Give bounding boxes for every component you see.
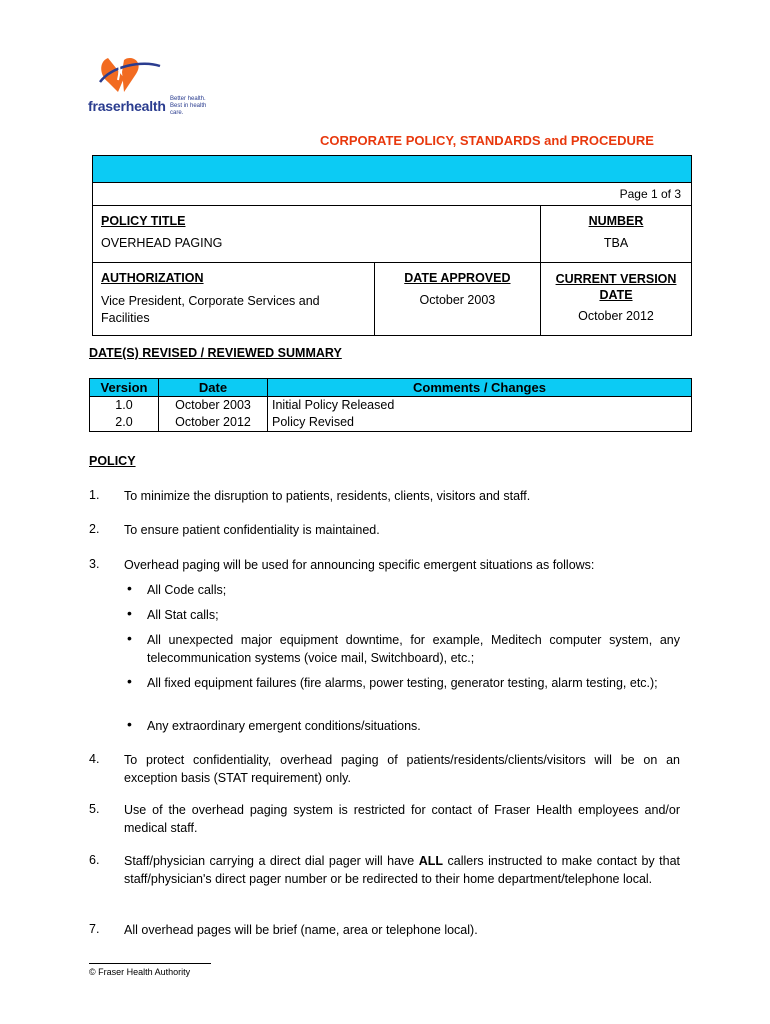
cell-comment: Policy Revised bbox=[268, 414, 692, 432]
col-comments: Comments / Changes bbox=[268, 379, 692, 397]
number-value: TBA bbox=[603, 236, 629, 250]
authorization-cell bbox=[93, 263, 375, 336]
policy-header-table bbox=[92, 155, 692, 336]
bullet-item: All Code calls; bbox=[147, 583, 227, 597]
policy-heading: POLICY bbox=[89, 454, 136, 468]
policy-item-1: To minimize the disruption to patients, residents, clients, visitors and staff. bbox=[124, 489, 531, 503]
policy-title-value: OVERHEAD PAGING bbox=[101, 236, 223, 250]
footer-copyright: © Fraser Health Authority bbox=[89, 967, 191, 977]
emphasis-all: ALL bbox=[418, 854, 444, 868]
policy-title-label: POLICY TITLE bbox=[101, 214, 186, 228]
policy-item-4: To protect confidentiality, overhead paging of patients/residents/clients/visitors will be on an exception basis (STAT requirement) only. bbox=[124, 753, 680, 785]
authorization-value: Vice President, Corporate Services and Facilities bbox=[101, 294, 320, 325]
page-number: Page 1 of 3 bbox=[93, 183, 692, 206]
cell-comment: Initial Policy Released bbox=[268, 397, 692, 415]
bullet-icon: • bbox=[127, 605, 132, 621]
item-number: 2. bbox=[89, 522, 100, 536]
date-approved-label: DATE APPROVED bbox=[404, 271, 511, 285]
revisions-table bbox=[89, 378, 692, 432]
logo-wordmark: fraserhealth bbox=[88, 98, 166, 114]
current-version-label: CURRENT VERSION DATE bbox=[555, 272, 677, 302]
item-number: 1. bbox=[89, 488, 100, 502]
item-number: 3. bbox=[89, 557, 100, 571]
bullet-icon: • bbox=[127, 673, 132, 689]
bullet-icon: • bbox=[127, 630, 132, 646]
policy-item-3: Overhead paging will be used for announcing specific emergent situations as follows: bbox=[124, 558, 595, 572]
date-approved-cell bbox=[374, 263, 540, 336]
item-number: 6. bbox=[89, 853, 100, 867]
item-number: 7. bbox=[89, 922, 100, 936]
current-version-cell bbox=[541, 263, 692, 336]
bullet-item: Any extraordinary emergent conditions/situations. bbox=[147, 719, 421, 733]
item-number: 4. bbox=[89, 752, 100, 766]
col-version: Version bbox=[90, 379, 159, 397]
document-title: CORPORATE POLICY, STANDARDS and PROCEDURE bbox=[320, 133, 654, 148]
policy-item-6: Staff/physician carrying a direct dial pager will have ALL callers instructed to make contact by that staff/physician's direct pager number or be redirected to their home department/telephone local. bbox=[124, 854, 680, 886]
footer-divider bbox=[89, 963, 211, 964]
bullet-icon: • bbox=[127, 716, 132, 732]
number-label: NUMBER bbox=[588, 214, 644, 228]
bullet-item: All Stat calls; bbox=[147, 608, 219, 622]
policy-title-cell bbox=[93, 206, 541, 263]
date-approved-value: October 2003 bbox=[419, 293, 496, 307]
cell-version: 1.0 bbox=[90, 397, 159, 415]
current-version-value: October 2012 bbox=[578, 309, 654, 323]
item-number: 5. bbox=[89, 802, 100, 816]
policy-item-7: All overhead pages will be brief (name, area or telephone local). bbox=[124, 923, 478, 937]
heart-logo-icon bbox=[94, 52, 174, 100]
cell-version: 2.0 bbox=[90, 414, 159, 432]
col-date: Date bbox=[159, 379, 268, 397]
table-row bbox=[90, 414, 692, 432]
cell-date: October 2012 bbox=[159, 414, 268, 432]
bullet-item: All fixed equipment failures (fire alarms, power testing, generator testing, alarm testing, etc.); bbox=[147, 676, 658, 690]
bullet-icon: • bbox=[127, 580, 132, 596]
authorization-label: AUTHORIZATION bbox=[101, 271, 204, 285]
fraser-health-logo bbox=[84, 52, 224, 122]
table-row bbox=[90, 397, 692, 415]
bullet-item: All unexpected major equipment downtime, for example, Meditech computer system, any telecommunication systems (voice mail, Switchboard), etc.; bbox=[147, 633, 680, 665]
header-banner bbox=[93, 156, 692, 183]
number-cell bbox=[541, 206, 692, 263]
logo-tagline: Better health. Best in health care. bbox=[170, 96, 207, 116]
policy-item-2: To ensure patient confidentiality is maintained. bbox=[124, 523, 380, 537]
cell-date: October 2003 bbox=[159, 397, 268, 415]
policy-item-5: Use of the overhead paging system is restricted for contact of Fraser Health employees and/or medical staff. bbox=[124, 803, 680, 835]
revisions-heading: DATE(S) REVISED / REVIEWED SUMMARY bbox=[89, 346, 342, 360]
